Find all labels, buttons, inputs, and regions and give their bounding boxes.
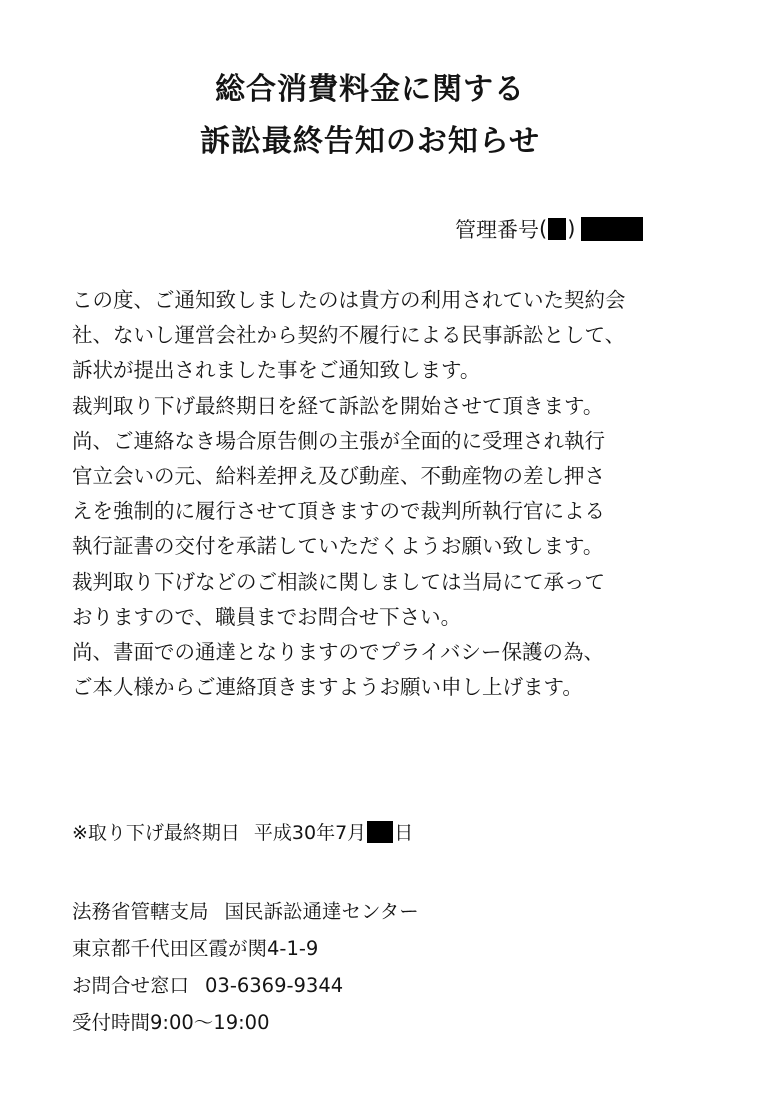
withdrawal-deadline [72,818,413,845]
body-line: 裁判取り下げ最終期日を経て訴訟を開始させて頂きます。 [72,393,604,418]
contact-label: お問合せ窓口 [72,974,190,997]
sender-address: 東京都千代田区霞が関4-1-9 [72,937,319,960]
body-line: 訴状が提出されました事をご通知致します。 [72,358,481,383]
sender-organization [72,893,419,930]
redaction-box-prefix [548,218,566,240]
notice-body [72,283,712,705]
body-line: おりますので、職員までお問合せ下さい。 [72,604,462,629]
body-line: 執行証書の交付を承諾していただくようお願い致します。 [72,534,604,559]
document-title-line-1: 総合消費料金に関する [215,72,525,107]
body-line: 尚、書面での通達となりますのでプライバシー保護の為、 [72,639,604,664]
body-line: 官立会いの元、給料差押え及び動産、不動産物の差し押さ [72,463,605,488]
redaction-box-day [367,821,393,843]
deadline-date-suffix: 日 [394,822,414,844]
deadline-label: ※取り下げ最終期日 [72,822,240,844]
center-name: 国民訴訟通達センター [224,900,419,923]
management-number-label: 管理番号 [455,218,539,242]
contact-line [72,967,419,1004]
management-number [455,214,643,244]
close-paren: ) [567,217,576,241]
phone-number: 03-6369-9344 [205,974,344,997]
sender-info [72,893,419,1041]
redaction-box-number [581,217,643,241]
office-hours: 受付時間9:00～19:00 [72,1011,270,1034]
body-line: 裁判取り下げなどのご相談に関しましては当局にて承って [72,569,605,594]
open-paren: ( [539,217,548,241]
body-line: 社、ないし運営会社から契約不履行による民事訴訟として、 [72,323,626,348]
body-line: ご本人様からご連絡頂きますようお願い申し上げます。 [72,675,583,700]
deadline-date-prefix: 平成30年7月 [253,822,367,844]
body-line: えを強制的に履行させて頂きますので裁判所執行官による [72,499,605,524]
body-line: 尚、ご連絡なき場合原告側の主張が全面的に受理され執行 [72,428,605,453]
agency-name: 法務省管轄支局 [72,900,209,923]
document-title-line-2: 訴訟最終告知のお知らせ [199,124,541,159]
body-line: この度、ご通知致しましたのは貴方の利用されていた契約会 [72,288,626,312]
